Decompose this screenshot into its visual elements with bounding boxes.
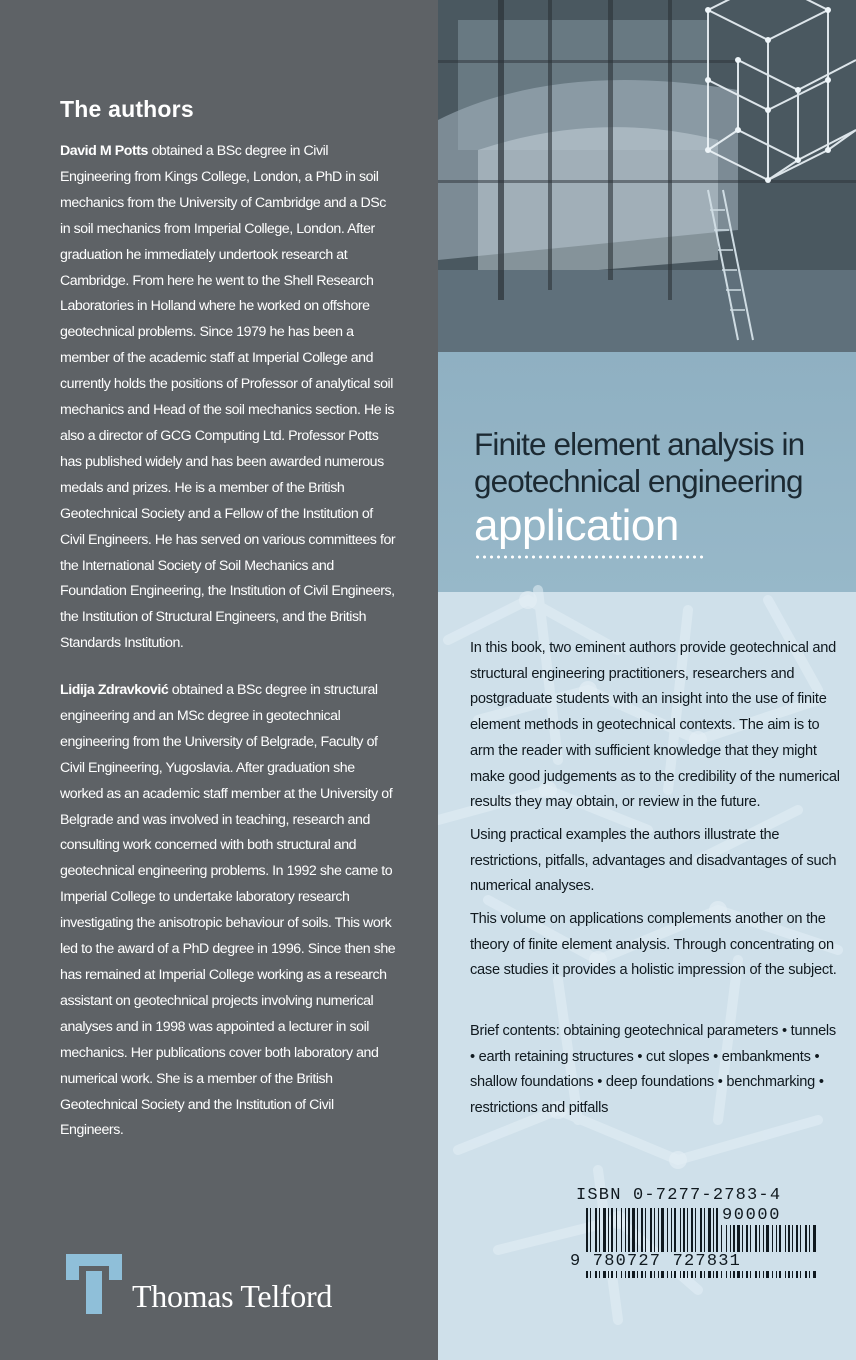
- isbn-barcode: [570, 1186, 820, 1276]
- author-bio-text-potts: obtained a BSc degree in Civil Engineering from Kings College, London, a PhD in soil mechanics from the University of Cambridge and a DSc in soil mechanics from Imperial College, London. After graduation he immediately undertook research at Cambridge. From here he went to the Shell Research Laboratories in Holland where he worked on offshore geotechnical problems. Since 1979 he has been a member of the academic staff at Imperial College and currently holds the positions of Professor of analytical soil mechanics and Head of the soil mechanics section. He is also a director of GCG Computing Ltd. Professor Potts has published widely and has been awarded numerous medals and prizes. He is a member of the British Geotechnical Society and a Fellow of the Institution of Civil Engineers. He has served on various committees for the International Society of Soil Mechanics and Foundation Engineering, the Institution of Civil Engineers, the Institution of Structural Engineers, and the British Standards Institution.: [60, 143, 396, 652]
- dotted-rule: [474, 554, 706, 560]
- title-line-2: geotechnical engineering: [474, 463, 803, 499]
- thomas-telford-logo-icon: [66, 1254, 122, 1314]
- author-bio-potts: [60, 139, 396, 657]
- title-line-1: Finite element analysis in: [474, 426, 805, 462]
- authors-heading: The authors: [60, 96, 194, 122]
- author-name-zdravkovic: Lidija Zdravković: [60, 682, 169, 698]
- author-bio-zdravkovic: [60, 678, 396, 1144]
- author-bio-text-zdravkovic: obtained a BSc degree in structural engineering and an MSc degree in geotechnical engineering from the University of Belgrade, Faculty of Civil Engineering, Yugoslavia. After graduation she worked as an academic staff member at the University of Belgrade and was involved in teaching, research and consulting work concerned with both structural and geotechnical engineering problems. In 1992 she came to Imperial College to undertake laboratory research investigating the anisotropic behaviour of soils. This work led to the award of a PhD degree in 1996. Since then she has remained at Imperial College working as a research assistant on geotechnical projects involving numerical analyses and in 1998 was appointed a lecturer in soil mechanics. Her publications cover both laboratory and numerical work. She is a member of the British Geotechnical Society and the Institution of Civil Engineers.: [60, 682, 396, 1139]
- price-code: 90000: [719, 1206, 818, 1225]
- blurb-paragraph-1: In this book, two eminent authors provide geotechnical and structural engineering practitioners, researchers and postgraduate students with an insight into the use of finite element methods in geotechnical contexts. The aim is to arm the reader with sufficient knowledge that they might make good judgements as to the credibility of the numerical results they may obtain, or review in the future.: [470, 640, 840, 811]
- isbn-number: ISBN 0-7277-2783-4: [576, 1186, 782, 1205]
- publisher-logo: [66, 1254, 366, 1318]
- book-subtitle: application: [474, 501, 679, 550]
- book-title: [474, 426, 854, 560]
- blurb-paragraph-3: This volume on applications complements another on the theory of finite element analysis. Through concentrating on case studies it provides a holistic impression of the subject.: [470, 911, 837, 979]
- author-name-potts: David M Potts: [60, 143, 148, 159]
- brief-contents: Brief contents: obtaining geotechnical parameters • tunnels • earth retaining structures • cut slopes • embankments • shallow foundations • deep foundations • benchmarking • restrictions and pitfalls: [470, 1023, 836, 1117]
- ean-number: 9 780727 727831: [570, 1252, 820, 1271]
- blurb-paragraph-2: Using practical examples the authors illustrate the restrictions, pitfalls, advantages and disadvantages of such numerical analyses.: [470, 827, 837, 895]
- publisher-name: Thomas Telford: [132, 1278, 333, 1314]
